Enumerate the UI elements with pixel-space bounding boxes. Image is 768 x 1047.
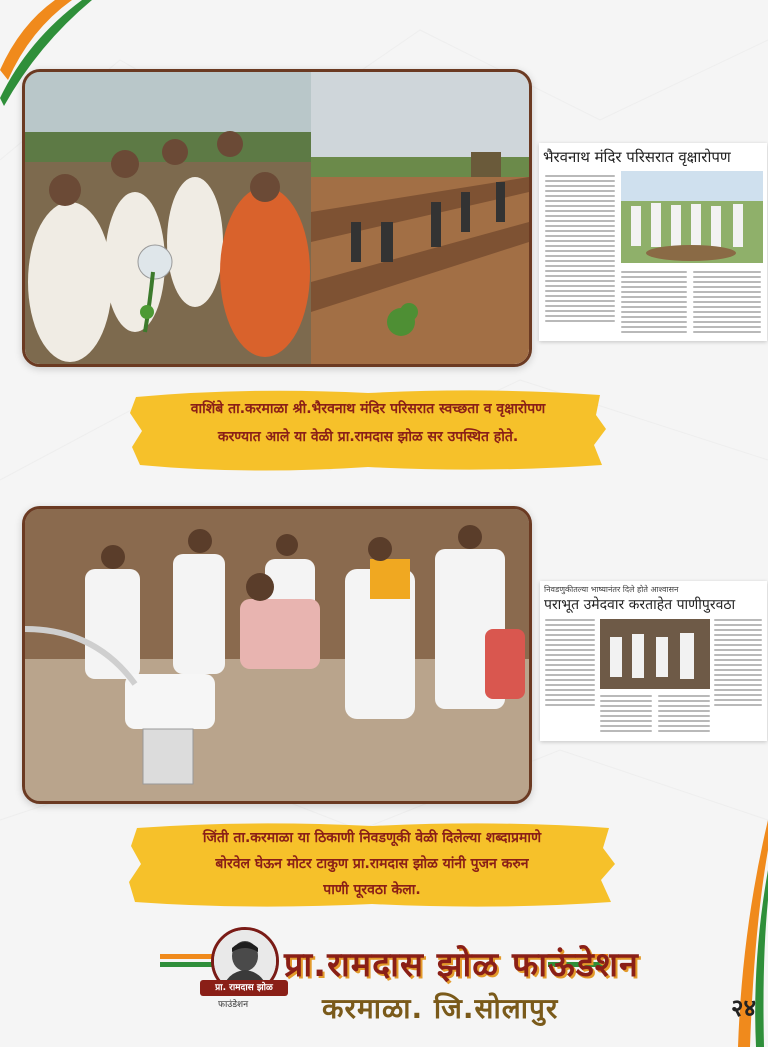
foundation-place: करमाळा. जि.सोलापुर (322, 992, 559, 1025)
clipping-text-column (658, 695, 710, 735)
clipping-headline: पराभूत उमेदवार करताहेत पाणीपुरवठा (544, 597, 736, 613)
caption-banner-1 (128, 385, 608, 475)
clipping-text-column (545, 175, 615, 325)
clipping-text-column (714, 619, 762, 709)
caption-line: पाणी पूरवठा केला. (323, 882, 421, 898)
newspaper-clipping-tree-plantation (539, 143, 767, 341)
newspaper-clipping-water-supply (540, 581, 767, 741)
caption-line: बोरवेल घेऊन मोटर टाकुण प्रा.रामदास झोळ यांनी पुजन करुन (215, 856, 529, 872)
clipping-photo (621, 171, 763, 263)
footer-stripe-green-left (160, 962, 212, 967)
caption-line: करण्यात आले या वेळी प्रा.रामदास झोळ सर उपस्थित होते. (217, 429, 519, 445)
caption-line: वाशिंबे ता.करमाळा श्री.भैरवनाथ मंदिर परिसरात स्वच्छता व वृक्षारोपण (190, 401, 546, 417)
clipping-text-column (545, 619, 595, 709)
clipping-text-column (621, 271, 687, 336)
footer-stripe-saffron-left (160, 954, 212, 959)
seal-ribbon: प्रा. रामदास झोळ (200, 980, 288, 996)
seal-subtitle: फाउंडेशन (218, 1000, 249, 1010)
caption-banner-2 (127, 818, 617, 910)
foundation-name: प्रा.रामदास झोळ फाऊंडेशन (284, 945, 639, 985)
photo-frame-tree-plantation (22, 69, 532, 367)
clipping-headline: भैरवनाथ मंदिर परिसरात वृक्षारोपण (543, 148, 731, 166)
clipping-kicker: निवडणुकीतल्या भाष्यानंतर दिले होते आश्वासन (544, 585, 679, 594)
clipping-photo (600, 619, 710, 689)
caption-line: जिंती ता.करमाळा या ठिकाणी निवडणूकी वेळी दिलेल्या शब्दाप्रमाणे (202, 830, 542, 846)
page-number: २४ (731, 994, 756, 1022)
photo-borewell-pooja (25, 509, 529, 801)
clipping-text-column (693, 271, 761, 336)
clipping-text-column (600, 695, 652, 735)
photo-frame-borewell (22, 506, 532, 804)
photo-tree-planting-group (25, 72, 311, 364)
photo-field-planting (311, 72, 529, 364)
